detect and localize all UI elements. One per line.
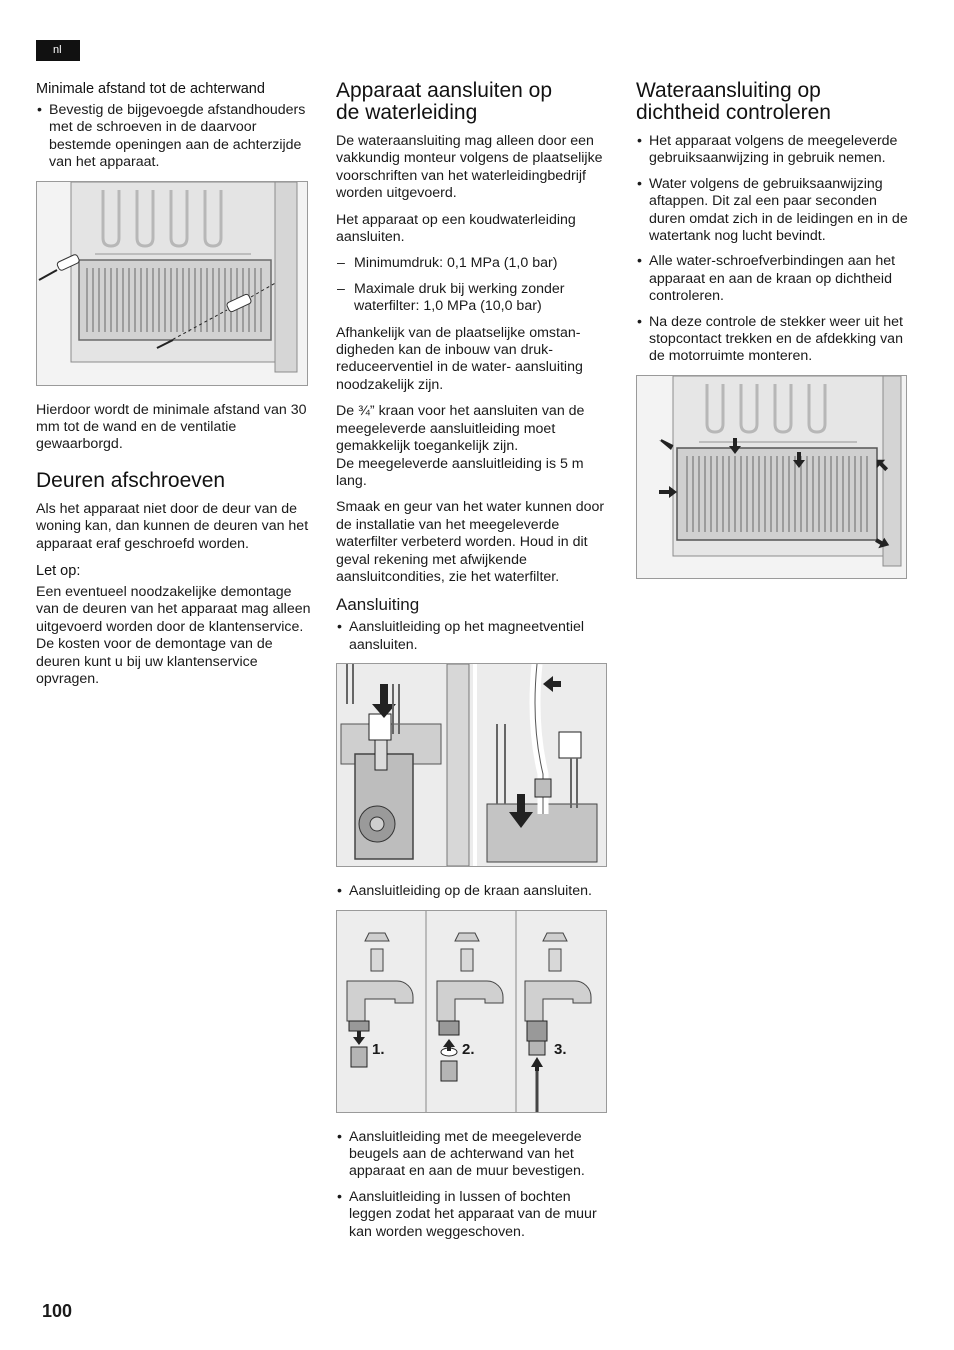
list-item: • Aansluitleiding op de kraan aansluiten. [336, 883, 608, 900]
list-item: – Minimumdruk: 0,1 MPa (1,0 bar) [336, 255, 608, 272]
list-item: • Water volgens de gebruiksaanwijzing aftappen. Dit zal een paar seconden duren omdat zich in de leidingen en in de watertank nog lucht bevindt. [636, 176, 908, 246]
paragraph: Als het apparaat niet door de deur van de woning kan, dan kunnen de deuren van het apparaat eraf geschroefd worden. [36, 500, 309, 552]
bullet-list [336, 619, 608, 654]
subheading-min-distance: Minimale afstand tot de achterwand [36, 81, 265, 97]
column-right [636, 80, 908, 595]
paragraph: Smaak en geur van het water kunnen door de installatie van het meegeleverde waterfilter verbeterd worden. Houd in dit geval rekening met afwijkende aansluitcondities, zie het waterfilter. [336, 499, 605, 585]
subheading-note: Let op: [36, 563, 81, 580]
paragraph: Hierdoor wordt de minimale afstand van 30 mm tot de wand en de ventilatie gewaarborgd. [36, 401, 307, 453]
tap-step-1: 1. [372, 1040, 385, 1058]
figure-valve [336, 663, 607, 867]
figure-motor-cover [636, 375, 907, 579]
tap-illustration [337, 911, 606, 1112]
bullet-list [636, 133, 908, 366]
list-item: • Alle water-schroefverbindingen aan het apparaat en aan de kraan op dichtheid controleren. [636, 253, 908, 305]
list-item: • Aansluitleiding met de meegeleverde beugels aan de achterwand van het apparaat en aan de muur bevestigen. [336, 1129, 608, 1181]
bullet-list [336, 1129, 608, 1241]
valve-illustration [337, 664, 606, 866]
paragraph: Het apparaat op een koudwaterleiding aansluiten. [336, 211, 576, 246]
column-left [36, 80, 312, 698]
spacer-illustration [37, 182, 307, 385]
bullet-list [336, 883, 608, 900]
subheading-connection: Aansluiting [336, 595, 420, 615]
figure-tap [336, 910, 607, 1113]
list-item: • Aansluitleiding op het magneetventiel aansluiten. [336, 619, 608, 654]
figure-spacers [36, 181, 308, 386]
paragraph: Afhankelijk van de plaatselijke omstandigheden kan de inbouw van drukreduceerventiel in de water- aansluiting noodzakelijk zijn. [336, 324, 583, 393]
paragraph-line: De ¾” kraan voor het aansluiten van de meegeleverde aansluitleiding moet gemakkelijk toegankelijk zijn. [336, 403, 585, 455]
page-number: 100 [42, 1301, 73, 1321]
column-middle [336, 80, 608, 1250]
tap-step-2: 2. [462, 1040, 475, 1058]
heading-doors: Deuren afschroeven [36, 468, 226, 492]
list-item: – Maximale druk bij werking zonder waterfilter: 1,0 MPa (10,0 bar) [336, 281, 608, 316]
list-item: • Na deze controle de stekker weer uit het stopcontact trekken en de afdekking van de motorruimte monteren. [636, 314, 908, 366]
dash-list [336, 255, 608, 315]
language-badge: nl [36, 40, 80, 61]
list-item: • Bevestig de bijgevoegde afstandhouders met de schroeven in de daarvoor bestemde openingen aan de achterzijde van het apparaat. [36, 102, 312, 172]
heading-water-connection: Apparaat aansluiten op de waterleiding [336, 79, 552, 124]
bullet-list [36, 102, 312, 172]
heading-leak-check: Wateraansluiting op dichtheid controleren [636, 79, 831, 124]
paragraph: De wateraansluiting mag alleen door een vakkundig monteur volgens de plaatselijke voorschriften van het waterleidingbedrijf worden uitgevoerd. [336, 133, 603, 202]
list-item: • Het apparaat volgens de meegeleverde gebruiksaanwijzing in gebruik nemen. [636, 133, 908, 168]
paragraph: Een eventueel noodzakelijke demontage van de deuren van het apparaat mag alleen uitgevoerd worden door de klantenservice. De kosten voor de demontage van de deuren kunt u bij uw klantenservice opvragen. [36, 584, 311, 688]
list-item: • Aansluitleiding in lussen of bochten leggen zodat het apparaat van de muur kan worden weggeschoven. [336, 1189, 608, 1241]
motor-cover-illustration [637, 376, 906, 578]
paragraph-line: De meegeleverde aansluitleiding is 5 m lang. [336, 455, 584, 489]
tap-step-3: 3. [554, 1040, 567, 1058]
paragraph [336, 403, 608, 490]
